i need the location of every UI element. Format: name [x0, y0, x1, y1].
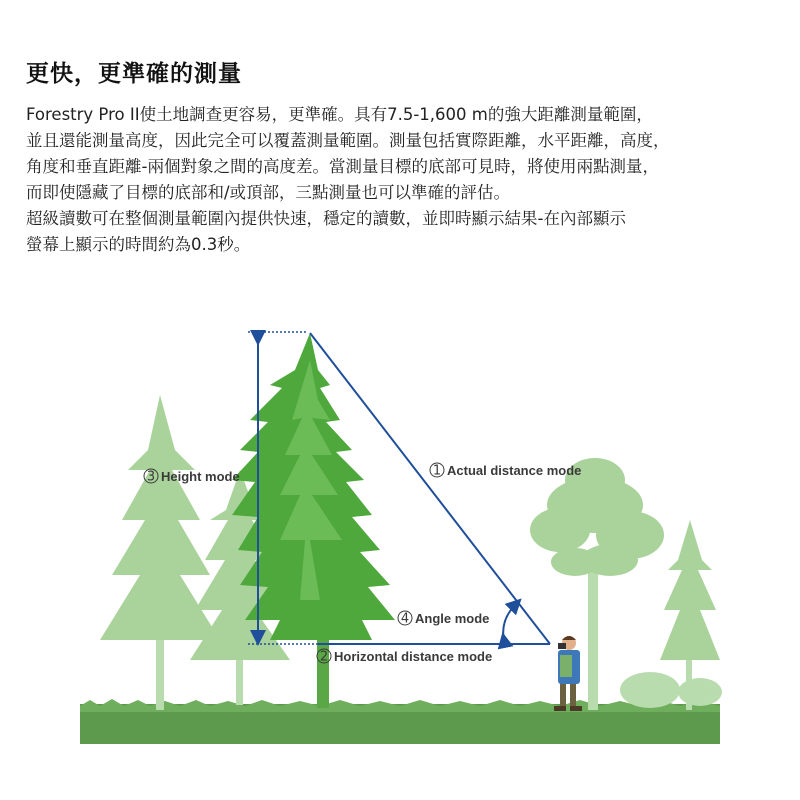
svg-text:1: 1 — [432, 463, 442, 479]
paragraph-line: 而即使隱藏了目標的底部和/或頂部，三點測量也可以準確的評估。 — [26, 183, 511, 202]
svg-text:Height mode: Height mode — [161, 469, 240, 484]
paragraph-line: 角度和垂直距離-兩個對象之間的高度差。當測量目標的底部可見時，將使用兩點測量， — [26, 157, 659, 176]
bush-icon — [620, 672, 722, 708]
paragraph-line: 螢幕上顯示的時間約為0.3秒。 — [26, 235, 251, 254]
svg-text:3: 3 — [146, 469, 156, 485]
paragraph-line: Forestry Pro II使土地調查更容易，更準確。具有7.5-1,600 m的強大距離測量範圍， — [26, 105, 653, 124]
paragraph-line: 並且還能測量高度，因此完全可以覆蓋測量範圍。測量包括實際距離，水平距離，高度， — [26, 131, 670, 150]
paragraph-line: 超級讀數可在整個測量範圍內提供快速，穩定的讀數，並即時顯示結果-在內部顯示 — [26, 209, 626, 228]
angle-arc — [503, 604, 516, 640]
horizontal-distance-mode-label — [317, 649, 492, 665]
surveyor-person-icon — [554, 636, 582, 711]
angle-mode-label — [398, 611, 489, 627]
actual-distance-mode-label — [430, 463, 581, 479]
svg-text:2: 2 — [319, 649, 329, 665]
background-tree-icon — [100, 395, 220, 710]
svg-text:Actual distance mode: Actual distance mode — [447, 463, 582, 478]
svg-text:4: 4 — [400, 611, 410, 627]
svg-text:Angle mode: Angle mode — [415, 611, 490, 626]
svg-text:Horizontal distance mode: Horizontal distance mode — [334, 649, 493, 664]
page-title: 更快，更準確的測量 — [26, 61, 242, 87]
background-tree-icon — [530, 458, 664, 710]
